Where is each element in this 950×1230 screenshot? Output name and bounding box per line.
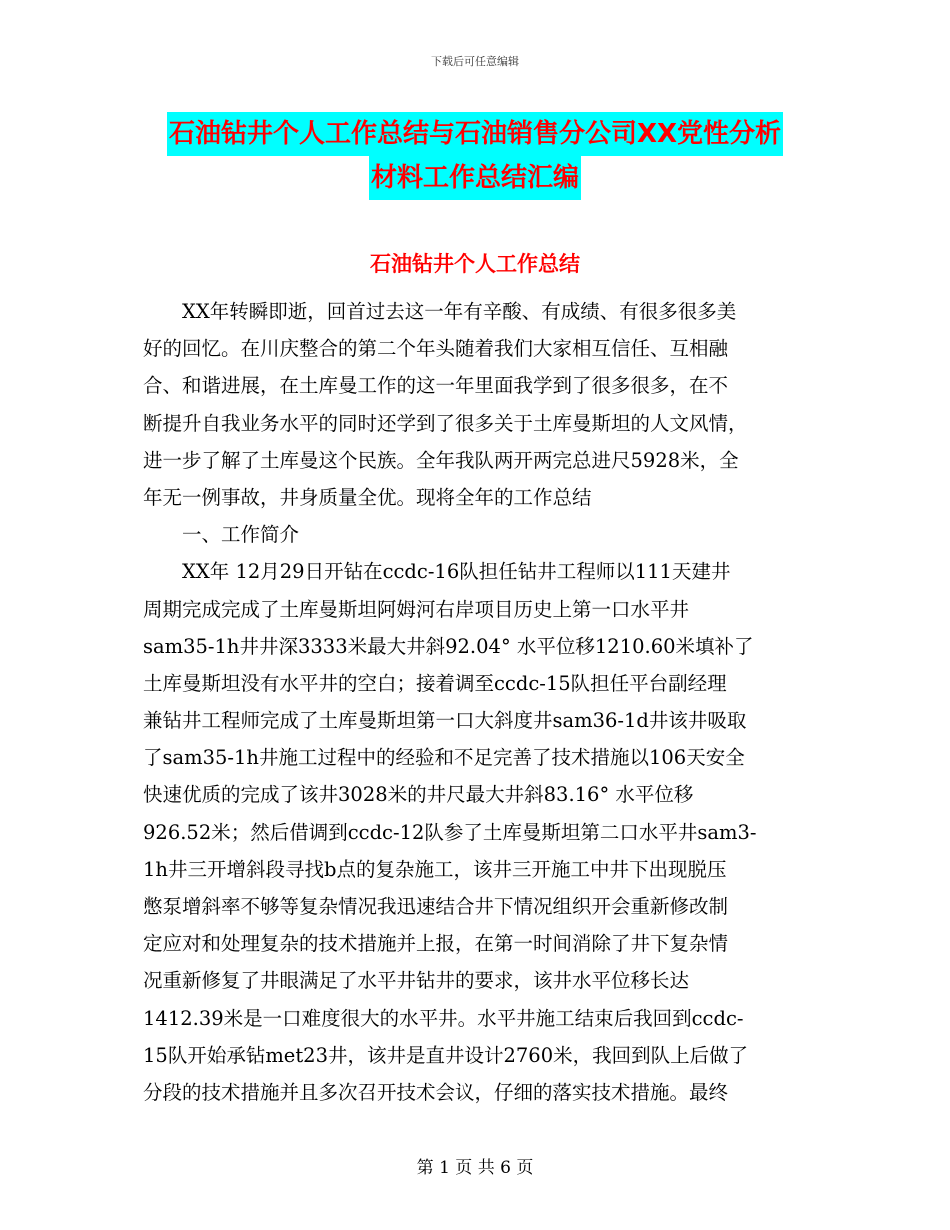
page-footer: 第 1 页 共 6 页 bbox=[416, 1158, 534, 1178]
document-title-line-1: 石油钻井个人工作总结与石油销售分公司XX党性分析 bbox=[167, 112, 783, 156]
body-line: 况重新修复了井眼满足了水平井钻井的要求，该井水平位移长达 bbox=[143, 969, 690, 993]
body-line: 周期完成完成了土库曼斯坦阿姆河右岸项目历史上第一口水平井 bbox=[143, 597, 690, 621]
body-line: 1412.39米是一口难度很大的水平井。水平井施工结束后我回到ccdc- bbox=[143, 1006, 744, 1030]
document-title-line-2: 材料工作总结汇编 bbox=[369, 156, 581, 200]
body-line: 快速优质的完成了该井3028米的井尺最大井斜83.16° 水平位移 bbox=[143, 783, 694, 807]
body-line: 分段的技术措施并且多次召开技术会议，仔细的落实技术措施。最终 bbox=[143, 1080, 729, 1104]
body-line: 年无一例事故，井身质量全优。现将全年的工作总结 bbox=[143, 485, 592, 509]
body-line: 进一步了解了土库曼这个民族。全年我队两开两完总进尺5928米，全 bbox=[143, 448, 739, 472]
body-line: 定应对和处理复杂的技术措施并上报，在第一时间消除了井下复杂情 bbox=[143, 932, 729, 956]
body-line: 15队开始承钻met23井，该井是直井设计2760米，我回到队上后做了 bbox=[143, 1043, 749, 1067]
body-line: 兼钻井工程师完成了土库曼斯坦第一口大斜度井sam36-1d井该井吸取 bbox=[143, 709, 747, 733]
body-line: 憋泵增斜率不够等复杂情况我迅速结合井下情况组织开会重新修改制 bbox=[143, 895, 729, 918]
body-line: 合、和谐进展，在土库曼工作的这一年里面我学到了很多很多，在不 bbox=[143, 374, 729, 398]
body-line: 一、工作简介 bbox=[143, 523, 300, 547]
body-line: 了sam35-1h井施工过程中的经验和不足完善了技术措施以106天安全 bbox=[143, 746, 745, 770]
body-line: XX年转瞬即逝，回首过去这一年有辛酸、有成绩、有很多很多美 bbox=[143, 300, 737, 323]
document-title bbox=[0, 112, 950, 200]
body-line: XX年 12月29日开钻在ccdc-16队担任钻井工程师以111天建井 bbox=[143, 560, 731, 584]
section-title: 石油钻井个人工作总结 bbox=[370, 252, 580, 276]
body-line: 断提升自我业务水平的同时还学到了很多关于土库曼斯坦的人文风情， bbox=[143, 411, 748, 435]
body-line: 926.52米；然后借调到ccdc-12队参了土库曼斯坦第二口水平井sam3- bbox=[143, 820, 757, 844]
body-line: 好的回忆。在川庆整合的第二个年头随着我们大家相互信任、互相融 bbox=[143, 337, 729, 361]
body-line: 1h井三开增斜段寻找b点的复杂施工，该井三开施工中井下出现脱压 bbox=[143, 857, 727, 881]
body-line: 土库曼斯坦没有水平井的空白；接着调至ccdc-15队担任平台副经理 bbox=[143, 671, 727, 695]
body-line: sam35-1h井井深3333米最大井斜92.04° 水平位移1210.60米填补了 bbox=[143, 634, 754, 658]
body-text bbox=[143, 293, 803, 1111]
header-note: 下载后可任意编辑 bbox=[431, 55, 519, 68]
